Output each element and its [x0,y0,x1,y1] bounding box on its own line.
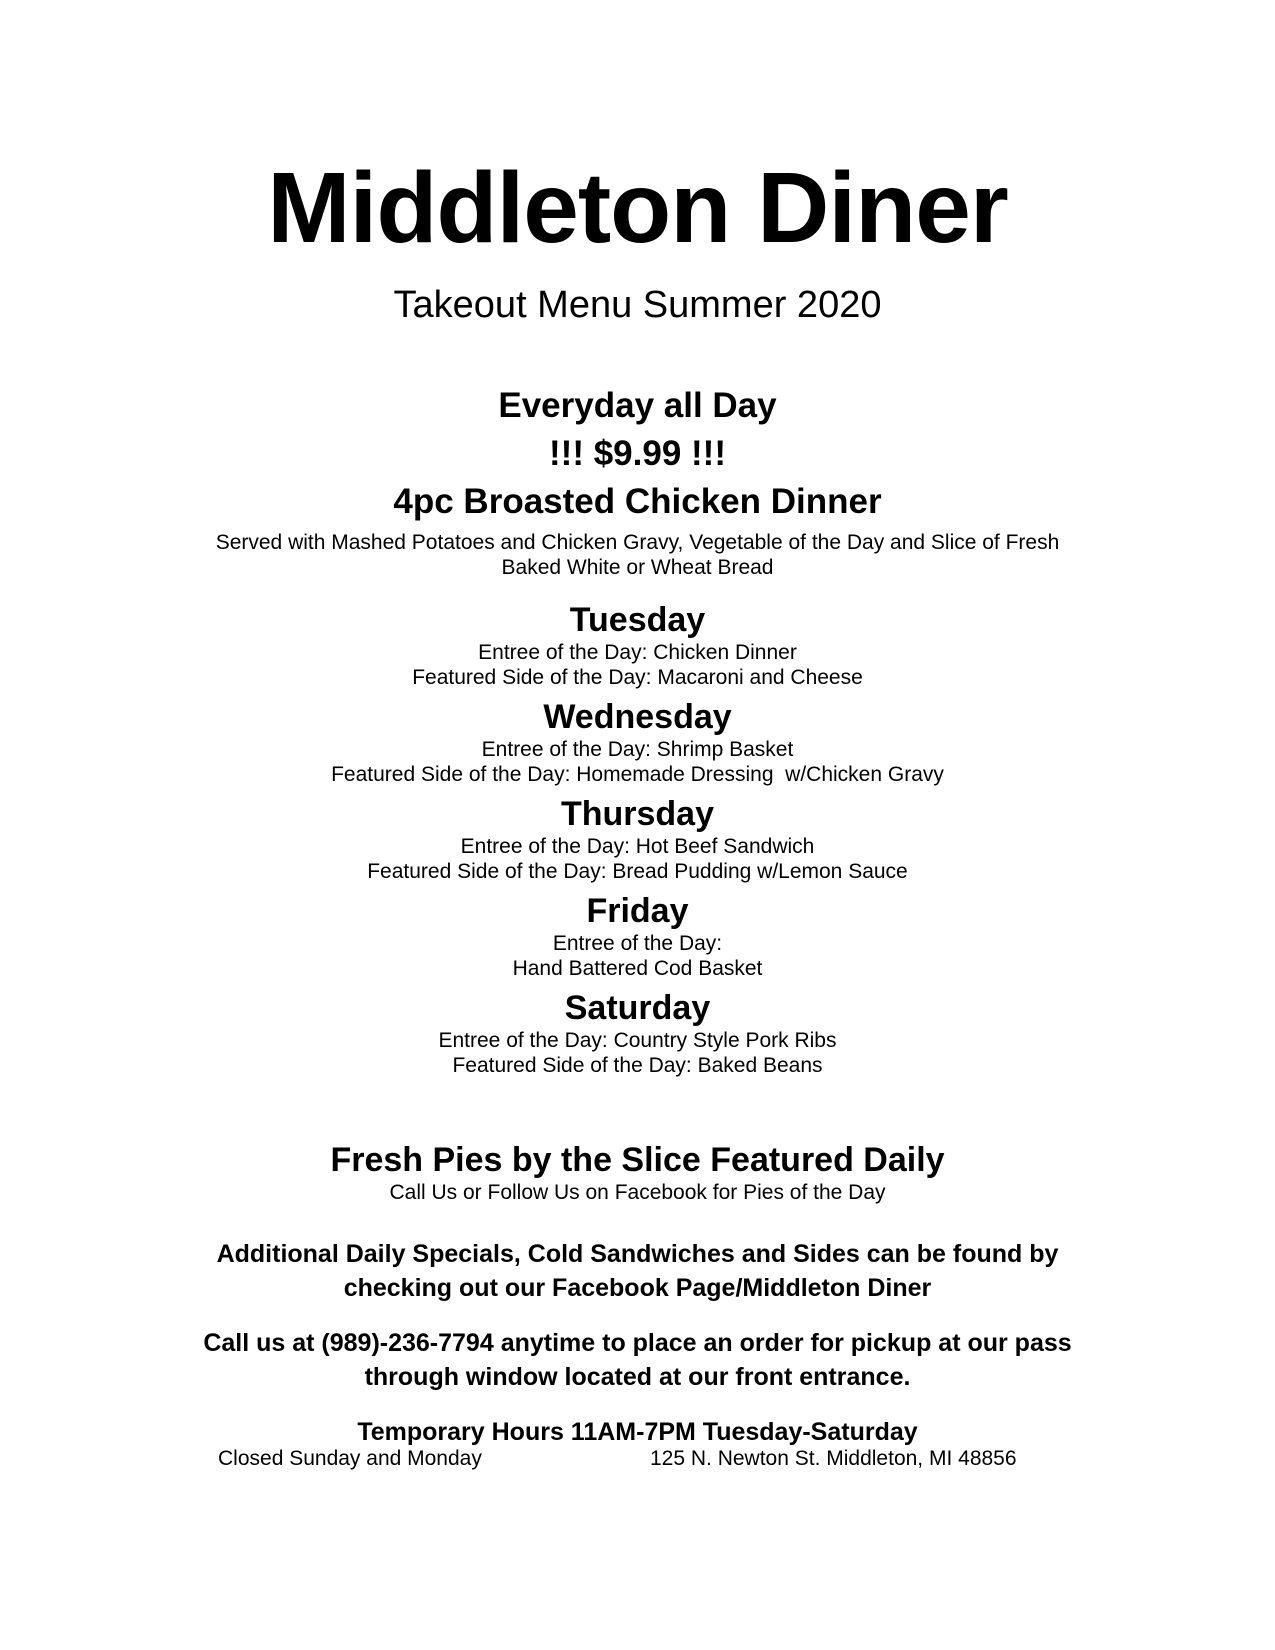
additional-line: Additional Daily Specials, Cold Sandwiches and Sides can be found by [216,1240,1059,1268]
everyday-special [0,382,1275,580]
day-side: Featured Side of the Day: Baked Beans [452,1054,823,1077]
pies-title: Fresh Pies by the Slice Featured Daily [330,1141,945,1179]
day-entree: Entree of the Day: Chicken Dinner [478,641,797,664]
special-description [158,530,1118,580]
day-side: Featured Side of the Day: Homemade Dressing w/Chicken Gravy [331,763,944,786]
day-wednesday [0,697,1275,787]
day-thursday [0,794,1275,884]
special-description-line: Served with Mashed Potatoes and Chicken Gravy, Vegetable of the Day and Slice of Fresh [215,531,1060,554]
temporary-hours: Temporary Hours 11AM-7PM Tuesday-Saturday [357,1418,918,1446]
day-name: Friday [586,892,689,930]
day-entree: Entree of the Day: Shrimp Basket [481,738,794,761]
additional-specials-note [0,1237,1275,1305]
special-description-line: Baked White or Wheat Bread [501,556,774,579]
daily-specials [0,600,1275,1085]
call-line: Call us at (989)-236-7794 anytime to place an order for pickup at our pass [203,1329,1072,1357]
pies-section [0,1140,1275,1205]
day-entree: Entree of the Day: [552,932,723,955]
day-side: Featured Side of the Day: Bread Pudding w/Lemon Sauce [367,860,908,883]
day-entree: Entree of the Day: Hot Beef Sandwich [460,835,815,858]
day-name: Thursday [560,795,715,833]
page-subtitle: Takeout Menu Summer 2020 [393,284,882,326]
address: 125 N. Newton St. Middleton, MI 48856 [650,1447,1017,1470]
page-title: Middleton Diner [267,152,1008,264]
special-heading: Everyday all Day [498,386,777,425]
additional-line: checking out our Facebook Page/Middleton Diner [343,1274,932,1302]
day-entree: Entree of the Day: Country Style Pork Ribs [438,1029,837,1052]
special-price: !!! $9.99 !!! [549,434,726,473]
closed-days: Closed Sunday and Monday [218,1447,482,1470]
day-saturday [0,988,1275,1078]
day-name: Wednesday [543,698,732,736]
day-side: Hand Battered Cod Basket [512,957,763,980]
call-line: through window located at our front entrance. [364,1363,911,1391]
pies-subtitle: Call Us or Follow Us on Facebook for Pies of the Day [389,1181,886,1204]
day-name: Saturday [564,989,711,1027]
call-to-order-note [0,1326,1275,1394]
day-side: Featured Side of the Day: Macaroni and Cheese [412,666,863,689]
day-tuesday [0,600,1275,690]
day-name: Tuesday [569,601,706,639]
special-dish: 4pc Broasted Chicken Dinner [393,482,882,521]
day-friday [0,891,1275,981]
